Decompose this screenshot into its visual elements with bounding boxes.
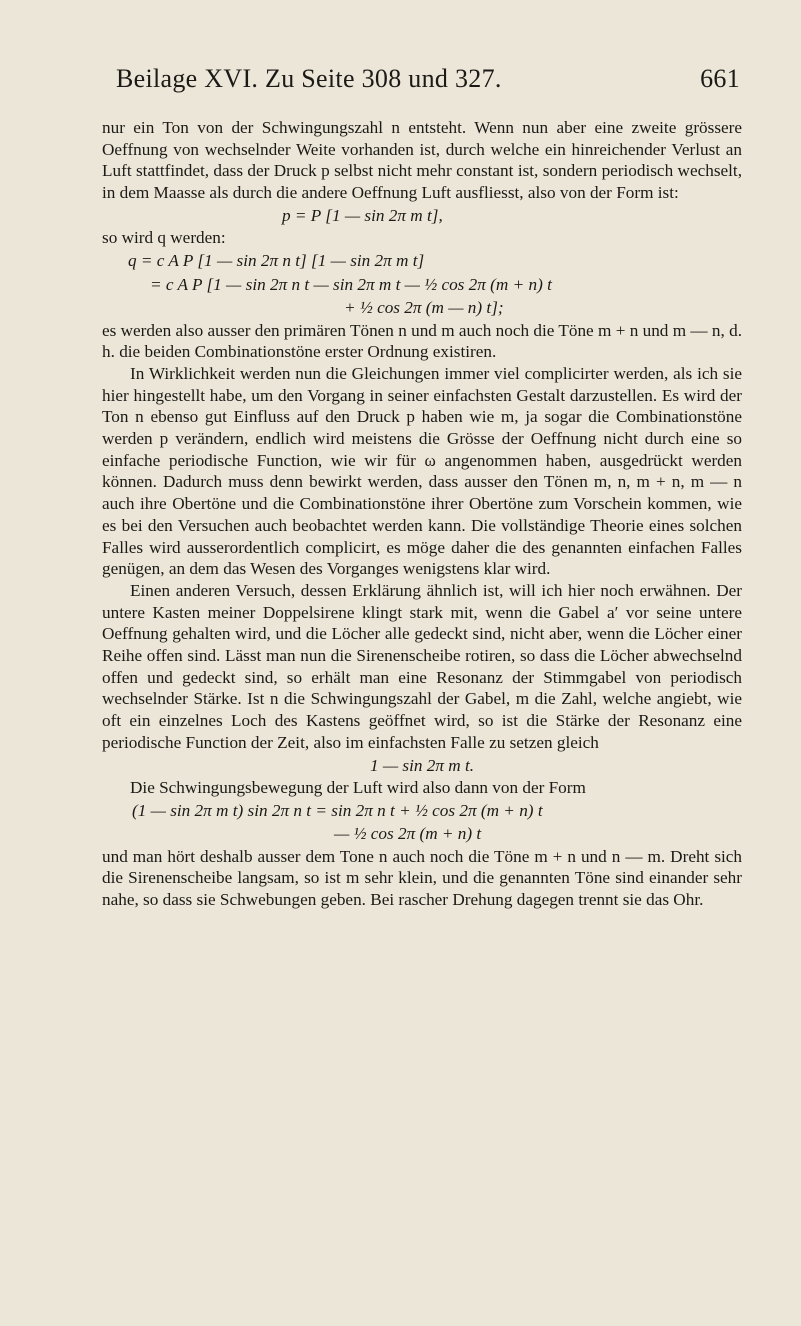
paragraph: so wird q werden:	[102, 228, 226, 248]
equation: 1 — sin 2π m t.	[369, 755, 475, 775]
paragraph: und man hört deshalb ausser dem Tone n auch noch die Töne m + n und n — m. Dreht sich die Sirenenscheibe langsam, so ist m sehr klein, und die genannten Töne sind einander sehr nahe, so dass sie Schwebungen geben. Bei rascher Drehung dagegen trennt sie das Ohr.	[102, 846, 742, 910]
page-body	[102, 117, 742, 911]
page-number: 661	[700, 64, 740, 93]
equation: (1 — sin 2π m t) sin 2π n t = sin 2π n t + ½ cos 2π (m + n) t	[132, 800, 543, 820]
paragraph: Einen anderen Versuch, dessen Erklärung ähnlich ist, will ich hier noch erwähnen. Der untere Kasten meiner Doppelsirene klingt stark mit, wenn die Gabel a′ vor seine untere Oeffnung gehalten wird, und die Löcher alle gedeckt sind, nicht aber, wenn die Löcher einer Reihe offen sind. Lässt man nun die Sirenenscheibe rotiren, so dass die Löcher abwechselnd offen und gedeckt sind, so erhält man eine Resonanz der Stimmgabel von periodisch wechselnder Stärke. Ist n die Schwingungszahl der Gabel, m die Zahl, welche angiebt, wie oft ein einzelnes Loch des Kastens geöffnet wird, so ist die Stärke der Resonanz eine periodische Function der Zeit, also im einfachsten Falle zu setzen gleich	[102, 580, 742, 752]
paragraph: Die Schwingungsbewegung der Luft wird also dann von der Form	[130, 778, 586, 798]
equation: = c A P [1 — sin 2π n t — sin 2π m t — ½ cos 2π (m + n) t	[150, 274, 552, 294]
equation: — ½ cos 2π (m + n) t	[334, 824, 482, 844]
running-header	[98, 64, 740, 104]
paragraph: In Wirklichkeit werden nun die Gleichungen immer viel complicirter werden, als ich sie hier hingestellt habe, um den Vorgang in seiner einfachsten Gestalt darzustellen. Es wird der Ton n ebenso gut Einfluss auf den Druck p haben wie m, ja sogar die Combinationstöne werden p verändern, endlich wird meistens die Grösse der Oeffnung nicht durch eine so einfache periodische Function, wie wir für ω angenommen haben, ausgedrückt werden können. Dadurch muss denn bewirkt werden, dass ausser den Tönen m, n, m + n, m — n auch ihre Obertöne und die Combinationstöne ihrer Obertöne zum Vorschein kommen, wie es bei den Versuchen auch beobachtet werden kann. Die vollständige Theorie eines solchen Falles wird ausserordentlich complicirt, es möge daher die des genannten einfachen Falles genügen, an dem das Wesen des Vorganges wenigstens klar wird.	[102, 363, 742, 579]
running-header-title: Beilage XVI. Zu Seite 308 und 327.	[116, 64, 502, 93]
equation: q = c A P [1 — sin 2π n t] [1 — sin 2π m t]	[128, 251, 425, 271]
paragraph: es werden also ausser den primären Tönen n und m auch noch die Töne m + n und m — n, d. h. die beiden Combinationstöne erster Ordnung existiren.	[102, 320, 742, 362]
equation: p = P [1 — sin 2π m t],	[282, 205, 443, 225]
paragraph: nur ein Ton von der Schwingungszahl n entsteht. Wenn nun aber eine zweite grössere Oeffnung von wechselnder Weite vorhanden ist, durch welche ein hinreichender Verlust an Luft stattfindet, dass der Druck p selbst nicht mehr constant ist, sondern periodisch wechselt, in dem Maasse als durch die andere Oeffnung Luft ausfliesst, also von der Form ist:	[102, 118, 742, 203]
equation: + ½ cos 2π (m — n) t];	[344, 298, 504, 318]
